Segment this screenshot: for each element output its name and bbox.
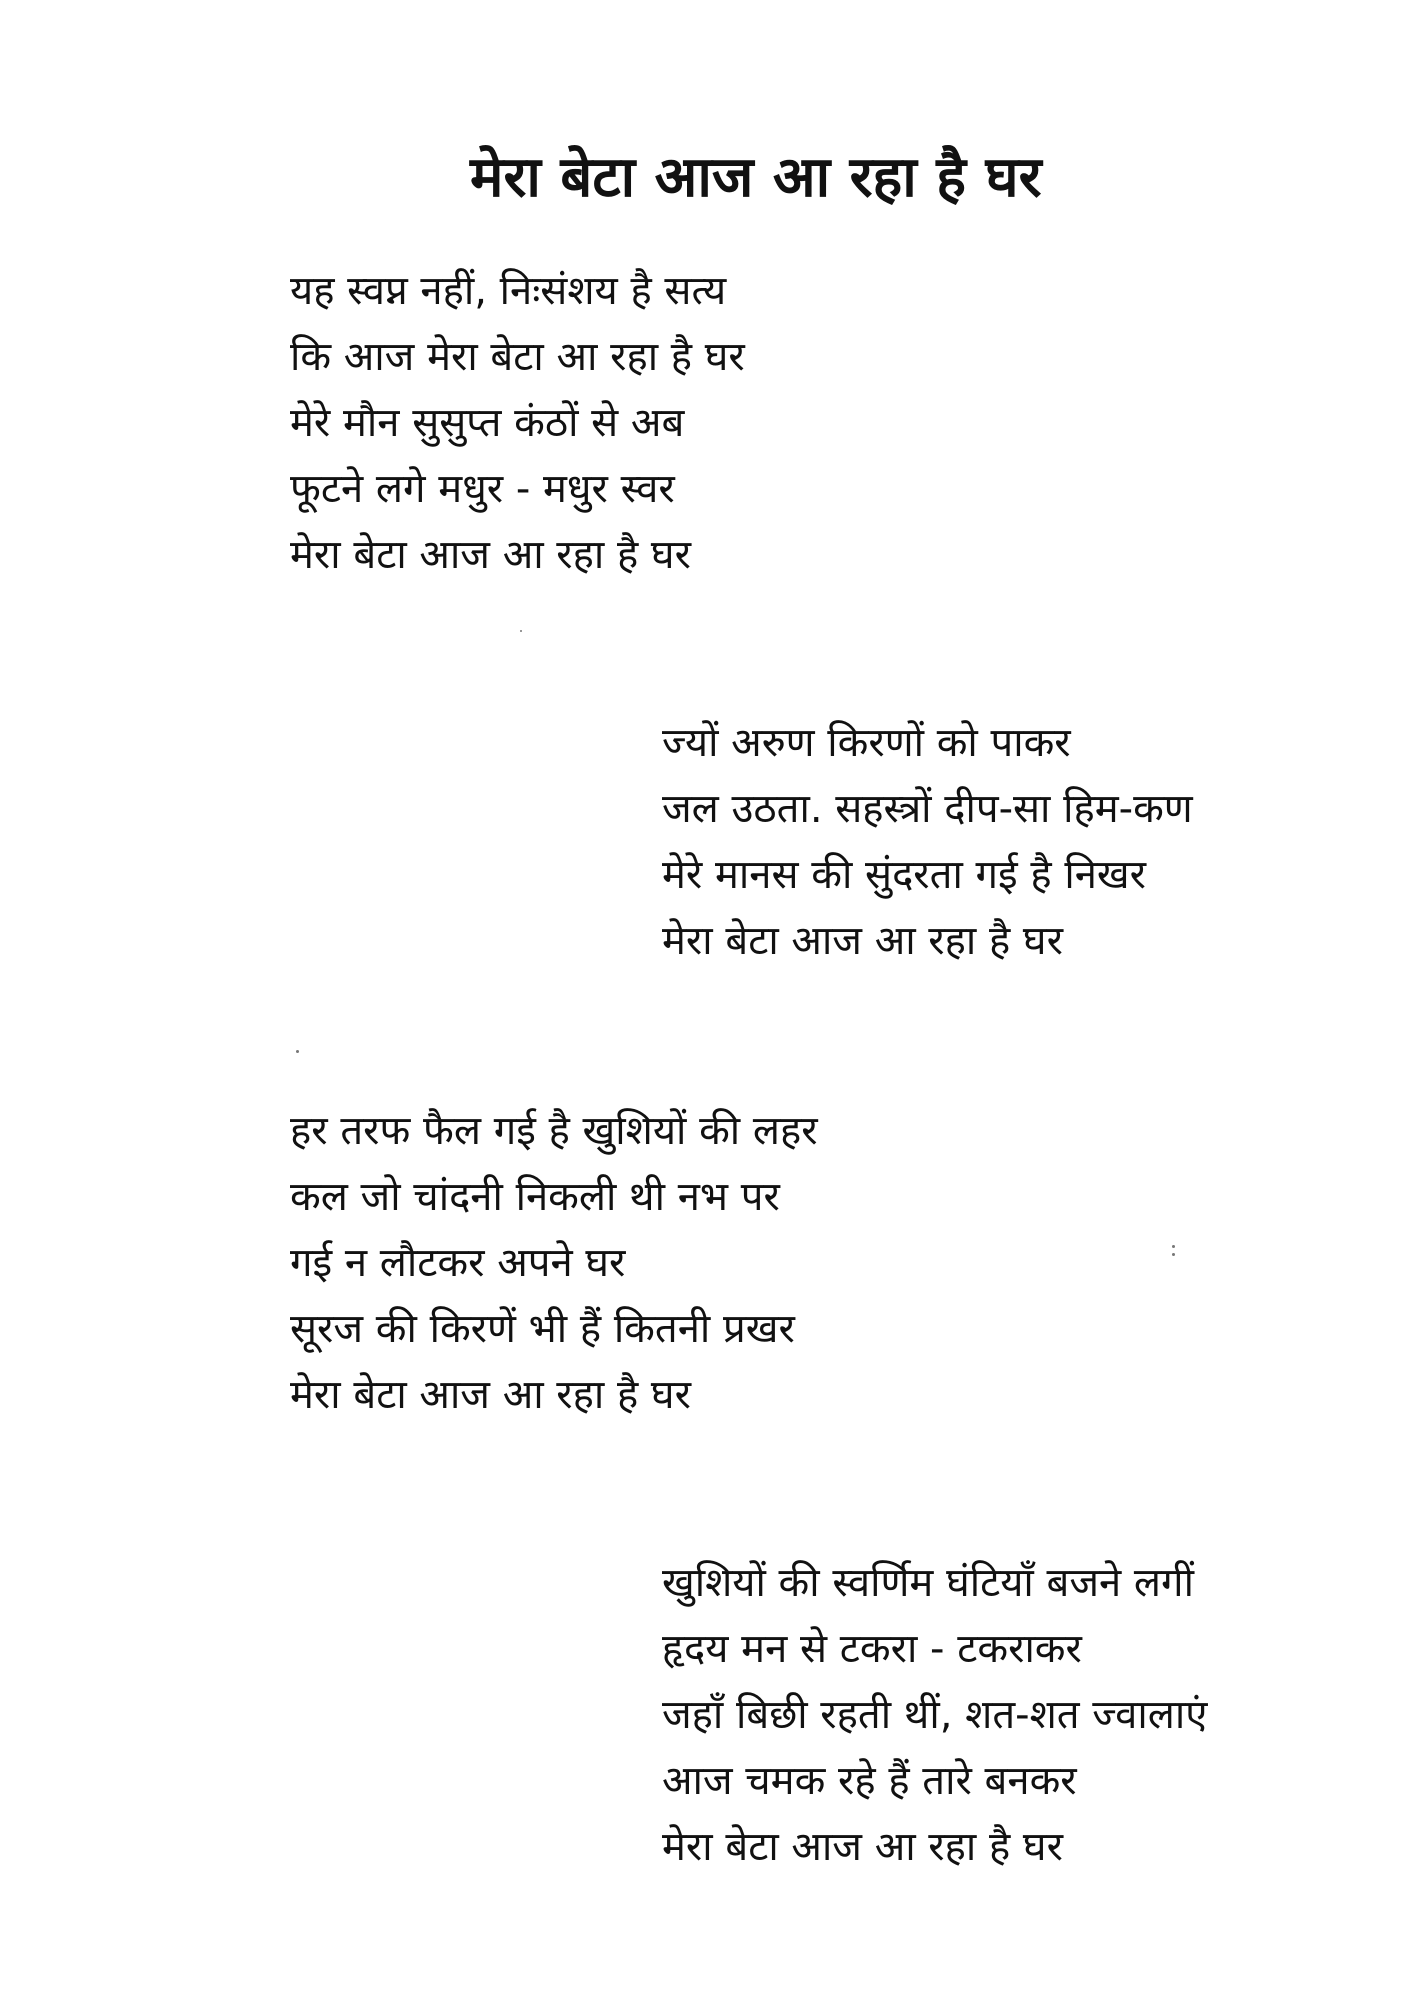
stanza-3 bbox=[290, 1098, 990, 1428]
poem-line: जहाँ बिछी रहती थीं, शत-शत ज्वालाएं bbox=[662, 1692, 1208, 1738]
poem-line: यह स्वप्न नहीं, निःसंशय है सत्य bbox=[290, 268, 727, 314]
poem-line: हृदय मन से टकरा - टकराकर bbox=[662, 1626, 1082, 1672]
scan-speck bbox=[520, 630, 522, 632]
poem-line: सूरज की किरणें भी हैं कितनी प्रखर bbox=[290, 1306, 795, 1352]
poem-line: मेरा बेटा आज आ रहा है घर bbox=[290, 532, 691, 578]
poem-title: मेरा बेटा आज आ रहा है घर bbox=[470, 144, 1042, 210]
poem-line: कि आज मेरा बेटा आ रहा है घर bbox=[290, 334, 745, 380]
scan-speck bbox=[1172, 1245, 1175, 1248]
poem-line: मेरे मानस की सुंदरता गई है निखर bbox=[662, 852, 1147, 898]
poem-line: मेरा बेटा आज आ रहा है घर bbox=[662, 1824, 1063, 1870]
poem-line: मेरा बेटा आज आ रहा है घर bbox=[662, 918, 1063, 964]
poem-line: खुशियों की स्वर्णिम घंटियाँ बजने लगीं bbox=[662, 1560, 1194, 1606]
poem-line: मेरा बेटा आज आ रहा है घर bbox=[290, 1372, 691, 1418]
stanza-1 bbox=[290, 258, 990, 588]
poem-line: मेरे मौन सुसुप्त कंठों से अब bbox=[290, 400, 685, 446]
scan-speck bbox=[1172, 1253, 1175, 1256]
poem-line: गई न लौटकर अपने घर bbox=[290, 1240, 626, 1286]
poem-line: हर तरफ फैल गई है खुशियों की लहर bbox=[290, 1108, 818, 1154]
stanza-2 bbox=[662, 710, 1362, 974]
poem-line: जल उठता. सहस्त्रों दीप-सा हिम-कण bbox=[662, 786, 1193, 832]
scan-speck bbox=[296, 1050, 299, 1053]
stanza-4 bbox=[662, 1550, 1362, 1880]
poem-line: ज्यों अरुण किरणों को पाकर bbox=[662, 720, 1071, 766]
poem-line: फूटने लगे मधुर - मधुर स्वर bbox=[290, 466, 675, 512]
poem-line: कल जो चांदनी निकली थी नभ पर bbox=[290, 1174, 780, 1220]
poem-line: आज चमक रहे हैं तारे बनकर bbox=[662, 1758, 1077, 1804]
